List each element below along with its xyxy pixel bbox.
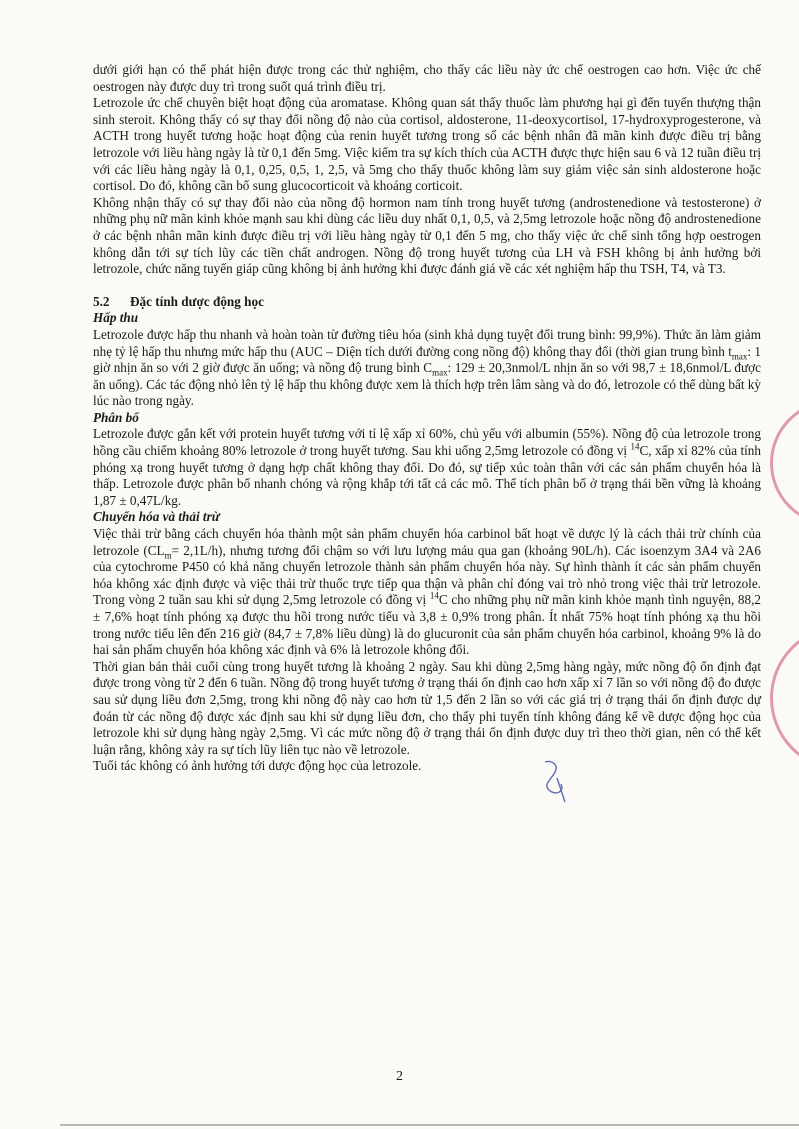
stamp-seal-lower	[770, 625, 799, 771]
bottom-scan-edge	[60, 1124, 799, 1126]
handwritten-initial-mark	[535, 758, 575, 803]
half-life-paragraph: Thời gian bán thải cuối cùng trong huyết tương là khoảng 2 ngày. Sau khi dùng 2,5mg hàng ngày, mức nồng độ ổn định đạt được trong vòng từ 2 đến 6 tuần. Nồng độ trong huyết tương ở trạng thái ổn định cao hơn xấp xỉ 7 lần so với nồng độ đo được sau sử dụng liều đơn 2,5mg, trong khi nồng độ này cao hơn từ 1,5 đến 2 lần so với các giá trị ở trạng thái ổn định được dự đoán từ các nồng độ được xác định sau khi sử dụng liều đơn, cho thấy phi tuyến tính không đáng kể về dược động học của letrozole khi sử dụng hàng ngày 2,5mg. Vì các mức nồng độ ở trạng thái ổn định được duy trì theo thời gian, nên có thể kết luận rằng, không xảy ra sự tích lũy liên tục nào về letrozole.	[93, 658, 761, 757]
paragraph-aromatase: Letrozole ức chế chuyên biệt hoạt động của aromatase. Không quan sát thấy thuốc làm phương hại gì đến tuyến thượng thận sinh steroit. Không thấy có sự thay đổi nồng độ nào của cortisol, aldosterone, 11-deoxycortisol, 17-hydroxyprogesterone, và ACTH trong huyết tương hoặc hoạt động của renin huyết tương trong số các bệnh nhân đã mãn kinh được điều trị bằng letrozole với liều hàng ngày là từ 0,1 đến 5mg. Việc kiểm tra sự kích thích của ACTH được thực hiện sau 6 và 12 tuần điều trị với các liều hàng ngày là 0,1, 0,25, 0,5, 1, 2,5, và 5mg cho thấy thuốc không làm suy giảm việc sản sinh aldosterone hoặc cortisol. Do đó, không cần bổ sung glucocorticoit và khoáng corticoit.	[93, 95, 761, 194]
section-title: Đặc tính dược động học	[130, 293, 264, 309]
distribution-heading: Phân bố	[93, 409, 139, 425]
page-number: 2	[396, 1069, 403, 1084]
distribution-paragraph: Letrozole được gắn kết với protein huyết tương với tỉ lệ xấp xỉ 60%, chủ yếu với albumin (55%). Nồng độ của letrozole trong hồng cầu chiếm khoảng 80% letrozole ở trong huyết tương. Sau khi uống 2,5mg letrozole có đồng vị $^{14}$C, xấp xỉ 82% của tính phóng xạ trong huyết tương ở dạng hợp chất không thay đổi. Do đó, sự tiếp xúc toàn thân với các sản phẩm chuyển hóa là thấp. Letrozole được phân bố nhanh chóng và rộng khắp tới tất cả các mô. Thể tích phân bố ở trạng thái bền vững là khoảng 1,87 ± 0,47L/kg.	[93, 426, 761, 508]
section-heading	[93, 294, 761, 311]
metabolism-paragraph: Việc thải trừ bằng cách chuyển hóa thành một sản phẩm chuyển hóa carbinol bất hoạt về dược lý là cách thải trừ chính của letrozole $(CL_m= 2,1L/h)$, nhưng tương đối chậm so với lưu lượng máu qua gan (khoảng 90L/h). Các isoenzym 3A4 và 2A6 của cytochrome P450 có khả năng chuyển letrozole thành sản phẩm chuyển hóa này. Sự hình thành ít các sản phẩm chuyển hóa không xác định được và việc thải trừ thuốc trực tiếp qua thận và phân chỉ đóng vai trò nhỏ trong việc thải trừ letrozole. Trong vòng 2 tuần sau khi sử dụng 2,5mg letrozole có đồng vị $^{14}$C cho những phụ nữ mãn kinh khỏe mạnh tình nguyện, 88,2 ± 7,6% hoạt tính phóng xạ được thu hồi trong nước tiểu và 3,8 ± 0,9% trong phân. Ít nhất 75% hoạt tính phóng xạ thu hồi trong nước tiểu lên đến 216 giờ (84,7 ± 7,8% liều dùng) là do glucuronit của sản phẩm chuyển hóa carbinol, khoảng 9% là do hai sản phẩm chuyển hóa không xác định và 6% là letrozole không đổi.	[93, 526, 762, 658]
age-paragraph: Tuổi tác không có ảnh hưởng tới dược động học của letrozole.	[93, 758, 422, 774]
paragraph-androgen: Không nhận thấy có sự thay đổi nào của nồng độ hormon nam tính trong huyết tương (androstenedione và testosterone) ở những phụ nữ mãn kinh khỏe mạnh sau khi dùng các liều duy nhất 0,1, 0,5, và 2,5mg letrozole hoặc nồng độ androstenedione ở các bệnh nhân mãn kinh được điều trị với liều hàng ngày từ 0,1 đến 5 mg, cho thấy việc ức chế sinh tổng hợp oestrogen không dẫn tới sự tích lũy các tiền chất androgen. Nồng độ trong huyết tương của LH và FSH không bị ảnh hưởng bởi letrozole, chức năng tuyến giáp cũng không bị ảnh hưởng khi được đánh giá về các xét nghiệm hấp thu TSH, T4, và T3.	[93, 194, 761, 277]
paragraph-continuation: dưới giới hạn có thể phát hiện được trong các thử nghiệm, cho thấy các liều này ức chế oestrogen cao hơn. Việc ức chế oestrogen này được duy trì trong suốt quá trình điều trị.	[93, 62, 761, 94]
metabolism-heading: Chuyển hóa và thải trừ	[93, 509, 220, 525]
absorption-paragraph: Letrozole được hấp thu nhanh và hoàn toàn từ đường tiêu hóa (sinh khả dụng tuyệt đối trung bình: 99,9%). Thức ăn làm giảm nhẹ tỷ lệ hấp thu nhưng mức hấp thu (AUC – Diện tích dưới đường cong nồng độ) không thay đổi (thời gian trung bình $t_{max}$: 1 giờ nhịn ăn so với 2 giờ được ăn uống; và nồng độ trung bình $C_{max}$: 129 ± 20,3nmol/L nhịn ăn so với 98,7 ± 18,6nmol/L được ăn uống). Các tác động nhỏ lên tỷ lệ hấp thu không được xem là thích hợp trên lâm sàng và do đó, letrozole có thể dùng bất kỳ lúc nào trong ngày.	[93, 326, 761, 409]
section-number: 5.2	[93, 293, 110, 309]
stamp-seal-upper	[770, 400, 799, 526]
section-gap	[93, 278, 761, 294]
document-body	[93, 62, 761, 775]
absorption-heading: Hấp thu	[93, 310, 139, 326]
